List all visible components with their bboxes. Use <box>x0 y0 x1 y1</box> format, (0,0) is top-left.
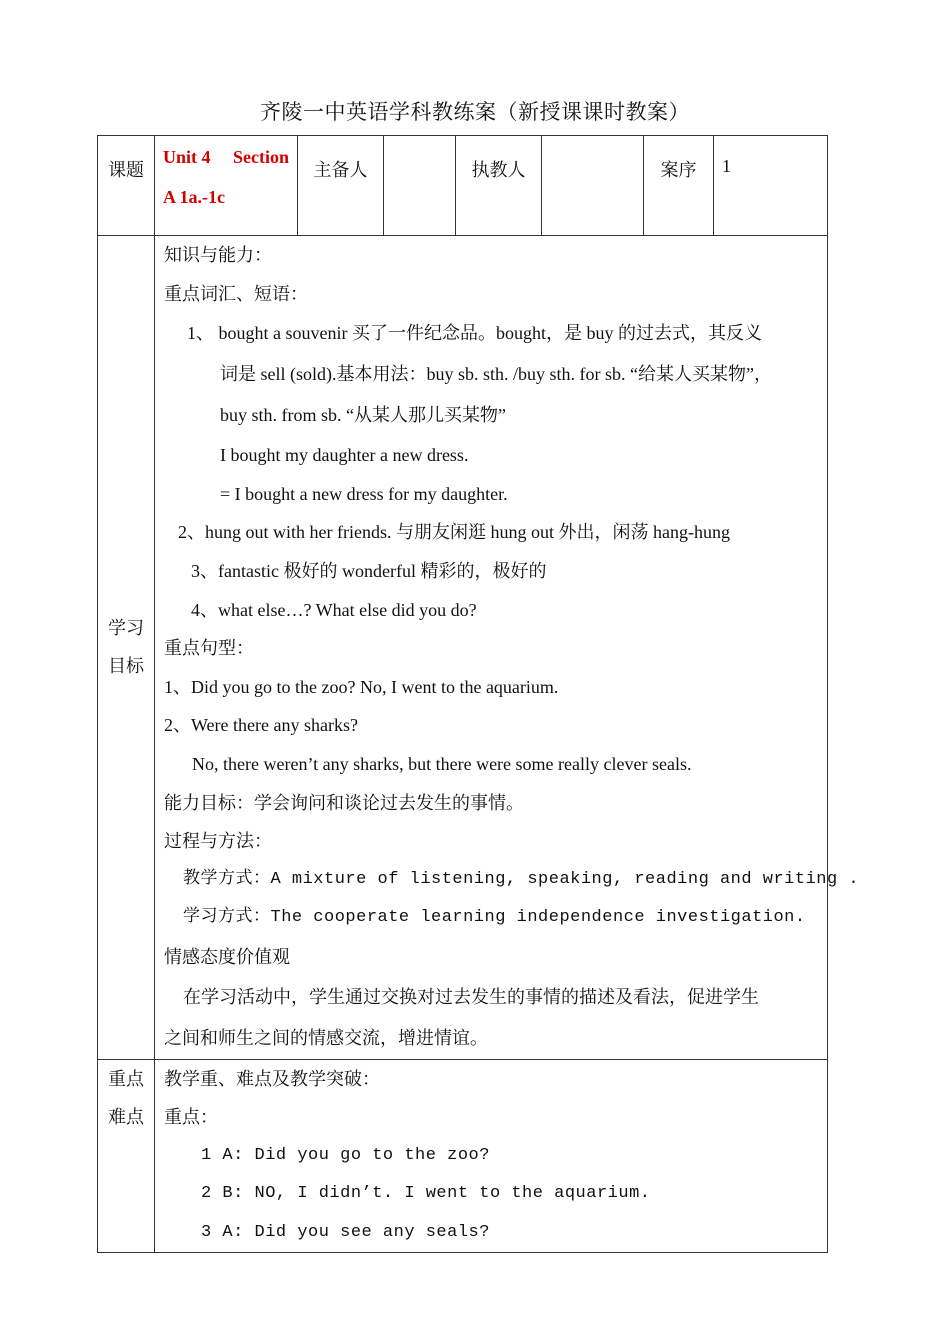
objective-line: 知识与能力： <box>164 245 272 265</box>
key-points-label <box>98 1059 155 1253</box>
objectives-label-line2: 目标 <box>108 656 144 677</box>
preparer-label: 主备人 <box>298 136 384 236</box>
key-point-line: 3 A: Did you see any seals? <box>201 1222 490 1242</box>
objective-line: 能力目标：学会询问和谈论过去发生的事情。 <box>164 792 524 813</box>
topic-unit: Unit 4 <box>163 147 211 167</box>
topic-value <box>155 136 298 236</box>
objective-line: 词是 sell (sold).基本用法：buy sb. sth. /buy sth. for sb. “给某人买某物”， <box>220 364 772 385</box>
objective-line: 之间和师生之间的情感交流，增进情谊。 <box>164 1027 488 1048</box>
teacher-label: 执教人 <box>456 136 542 236</box>
objective-line: 重点词汇、短语： <box>164 283 308 304</box>
objective-line: 2、hung out with her friends. 与朋友闲逛 hung out 外出，闲荡 hang-hung <box>178 522 730 543</box>
objective-line: 2、Were there any sharks? <box>164 715 358 736</box>
case-value: 1 <box>714 136 828 236</box>
objective-line: I bought my daughter a new dress. <box>220 445 469 466</box>
objectives-label <box>98 236 155 1060</box>
key-point-line: 1 A: Did you go to the zoo? <box>201 1145 490 1165</box>
key-points-content <box>155 1059 828 1253</box>
objective-line: 1、Did you go to the zoo? No, I went to the aquarium. <box>164 676 559 697</box>
key-point-line: 教学重、难点及教学突破： <box>164 1068 380 1089</box>
topic-part: A 1a.-1c <box>163 187 225 207</box>
key-point-line: 重点： <box>164 1107 218 1128</box>
objectives-label-line1: 学习 <box>108 618 144 639</box>
header-row <box>98 136 828 236</box>
preparer-value <box>384 136 456 236</box>
key-points-label-line1: 重点 <box>108 1068 144 1089</box>
key-points-row <box>98 1059 828 1253</box>
objective-line: 学习方式：The cooperate learning independence investigation. <box>183 908 806 928</box>
objective-line: 1、 bought a souvenir 买了一件纪念品。bought，是 buy 的过去式，其反义 <box>187 323 762 344</box>
teacher-value <box>542 136 644 236</box>
topic-label: 课题 <box>98 136 155 236</box>
objectives-content <box>155 236 860 1060</box>
objective-line: 教学方式：A mixture of listening, speaking, reading and writing . <box>183 869 860 889</box>
objectives-row <box>98 236 828 1060</box>
objective-line: 4、what else…? What else did you do? <box>191 599 477 620</box>
objective-line: 3、fantastic 极好的 wonderful 精彩的，极好的 <box>191 560 547 581</box>
objective-line: 过程与方法： <box>164 831 272 852</box>
case-label: 案序 <box>644 136 714 236</box>
objective-line: 情感态度价值观 <box>164 946 290 967</box>
lesson-plan-table <box>97 135 860 1253</box>
objective-line: 重点句型： <box>164 638 254 659</box>
key-points-label-line2: 难点 <box>108 1106 144 1127</box>
objective-line: No, there weren’t any sharks, but there were some really clever seals. <box>192 753 692 774</box>
key-point-line: 2 B: NO, I didn’t. I went to the aquarium. <box>201 1184 651 1204</box>
objective-line: = I bought a new dress for my daughter. <box>220 483 508 504</box>
page-title: 齐陵一中英语学科教练案（新授课课时教案） <box>260 100 690 124</box>
objective-line: buy sth. from sb. “从某人那儿买某物” <box>220 405 506 426</box>
objective-line: 在学习活动中，学生通过交换对过去发生的事情的描述及看法，促进学生 <box>183 986 759 1007</box>
topic-section: Section <box>233 147 289 167</box>
